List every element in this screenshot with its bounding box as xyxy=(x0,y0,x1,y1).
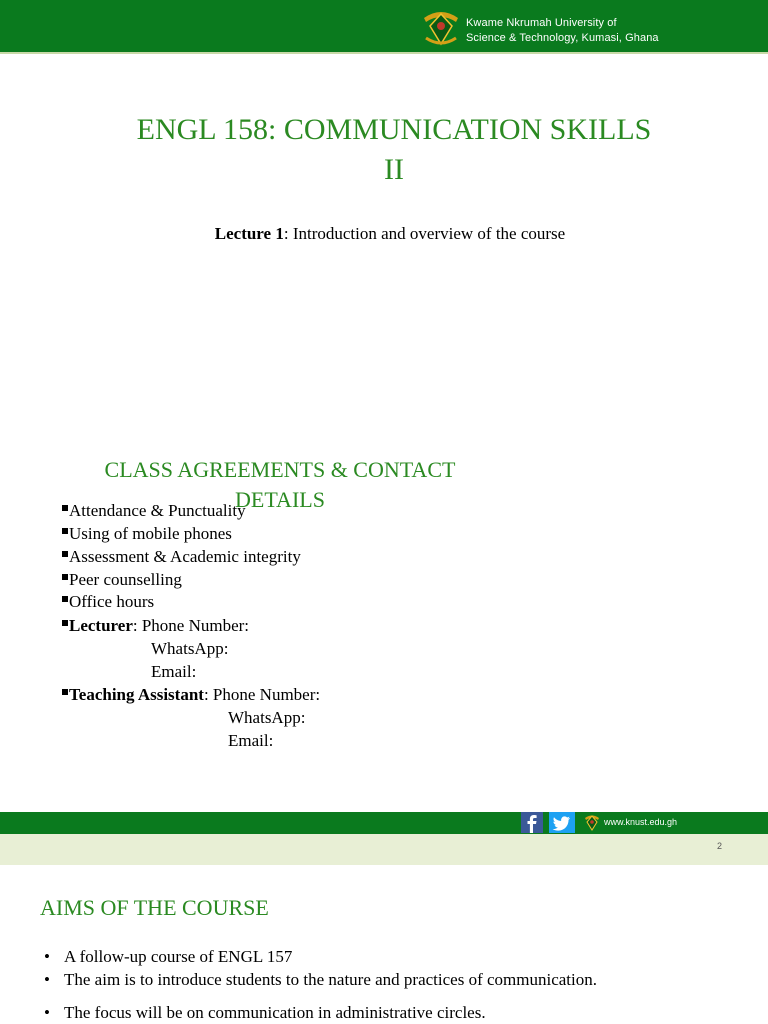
ta-whatsapp-label: WhatsApp: xyxy=(228,708,306,727)
class-agreements-heading-line-2: DETAILS xyxy=(235,487,325,512)
knust-crest-icon xyxy=(420,8,462,48)
list-item: • The focus will be on communication in administrative circles. xyxy=(44,1003,486,1022)
lecturer-contact-row xyxy=(62,616,249,636)
ta-contact-row xyxy=(62,685,320,705)
course-title xyxy=(84,110,704,190)
square-bullet-icon xyxy=(62,528,68,534)
class-agreements-heading-line-1: CLASS AGREEMENTS & CONTACT xyxy=(104,457,456,482)
square-bullet-icon xyxy=(62,596,68,602)
lecture-label: Lecture 1 xyxy=(214,224,284,243)
bullet-dot-icon: • xyxy=(44,970,50,989)
ta-email-label: Email: xyxy=(228,731,274,750)
header-divider xyxy=(0,52,768,54)
ta-phone-label: : Phone Number: xyxy=(203,685,321,704)
lecture-text: : Introduction and overview of the course xyxy=(283,224,566,243)
lecturer-whatsapp-label: WhatsApp: xyxy=(151,639,229,658)
website-link[interactable]: www.knust.edu.gh xyxy=(604,817,678,827)
lecturer-email-label: Email: xyxy=(151,662,197,681)
list-item: • The aim is to introduce students to the nature and practices of communication. xyxy=(44,970,597,989)
knust-crest-icon xyxy=(583,813,601,832)
university-name-line-2: Science & Technology, Kumasi, Ghana xyxy=(466,32,659,44)
list-item: • A follow-up course of ENGL 157 xyxy=(44,947,293,966)
square-bullet-icon xyxy=(62,505,68,511)
course-title-line-2: II xyxy=(384,153,404,186)
bullet-dot-icon: • xyxy=(44,947,50,966)
course-title-line-1: ENGL 158: COMMUNICATION SKILLS xyxy=(136,113,652,146)
list-item: Office hours xyxy=(62,592,154,612)
square-bullet-icon xyxy=(62,574,68,580)
university-name-line-1: Kwame Nkrumah University of xyxy=(466,17,617,29)
lecturer-phone-label: : Phone Number: xyxy=(132,616,250,635)
ta-label: Teaching Assistant xyxy=(69,685,204,704)
lecturer-label: Lecturer xyxy=(69,616,133,635)
aims-heading: AIMS OF THE COURSE xyxy=(40,895,269,920)
header-bar xyxy=(0,0,768,52)
square-bullet-icon xyxy=(62,620,68,626)
list-item: Assessment & Academic integrity xyxy=(62,547,301,567)
list-item: Using of mobile phones xyxy=(62,524,232,544)
square-bullet-icon xyxy=(62,689,68,695)
facebook-icon[interactable] xyxy=(521,812,543,833)
list-item: Attendance & Punctuality xyxy=(62,501,246,521)
list-item: Peer counselling xyxy=(62,570,182,590)
bullet-dot-icon: • xyxy=(44,1003,50,1022)
page-number: 2 xyxy=(717,841,723,851)
lecture-subtitle xyxy=(90,224,690,244)
twitter-icon[interactable] xyxy=(549,812,575,833)
page-separator-strip xyxy=(0,834,768,865)
square-bullet-icon xyxy=(62,551,68,557)
